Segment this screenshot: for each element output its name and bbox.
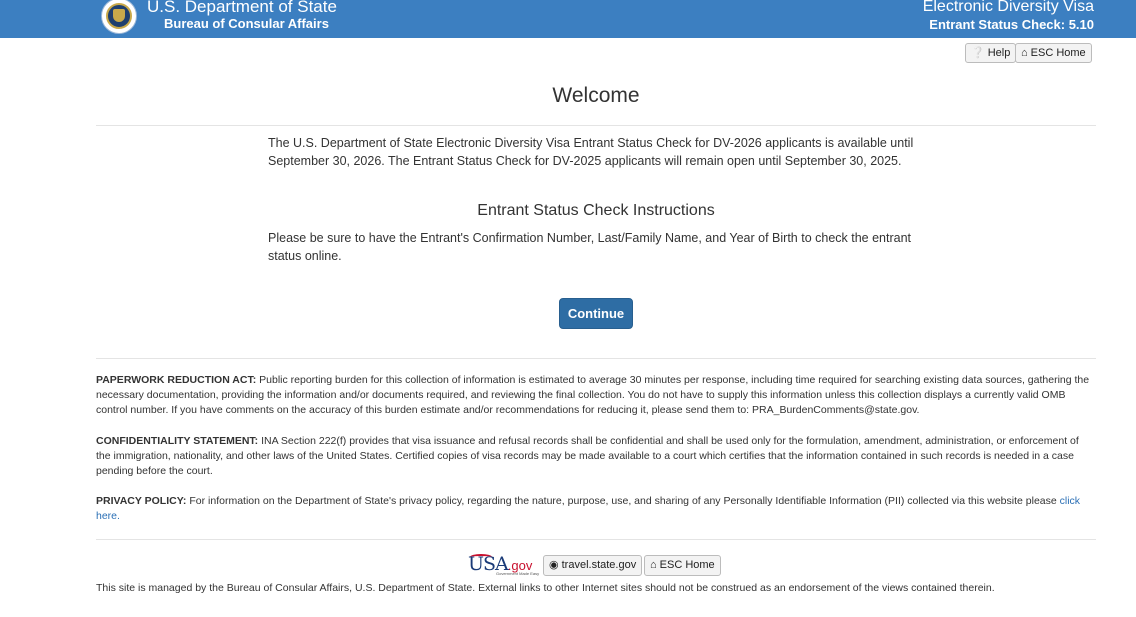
instructions-title: Entrant Status Check Instructions: [477, 202, 715, 219]
usa-gov-logo[interactable]: [468, 552, 540, 578]
privacy-policy: [96, 494, 1096, 524]
bureau-name: Bureau of Consular Affairs: [164, 16, 329, 31]
globe-icon: ◉: [549, 559, 559, 571]
app-version: Entrant Status Check: 5.10: [929, 17, 1094, 32]
pra-heading: PAPERWORK REDUCTION ACT:: [96, 374, 257, 386]
footer-disclaimer: This site is managed by the Bureau of Consular Affairs, U.S. Department of State. External links to other Internet sites should not be construed as an endorsement of the views contained therein.: [96, 582, 995, 594]
seal-inner: [106, 3, 132, 29]
home-icon: ⌂: [650, 559, 657, 571]
pra-text: Public reporting burden for this collection of information is estimated to average 30 minutes per response, including time required for searching existing data sources, gathering the necessary documentation, providing the information and/or documents required, and reviewing the final collection. You do not have to supply this information unless this collection displays a currently valid OMB control number. If you have comments on the accuracy of this burden estimate and/or recommendations for reducing it, please send them to: PRA_BurdenComments@state.gov.: [96, 374, 1090, 416]
instructions-text: Please be sure to have the Entrant's Confirmation Number, Last/Family Name, and Year of Birth to check the entrant status online.: [268, 231, 912, 263]
esc-home-button-bottom-label: ESC Home: [659, 559, 715, 571]
usa-logo-usa: USA: [468, 553, 508, 575]
esc-home-button-bottom[interactable]: [644, 555, 721, 576]
paperwork-reduction-act: [96, 373, 1096, 418]
help-button-label: Help: [987, 47, 1011, 59]
travel-button-label: travel.state.gov: [561, 559, 637, 571]
divider-bottom: [96, 539, 1096, 540]
conf-heading: CONFIDENTIALITY STATEMENT:: [96, 435, 259, 447]
privacy-heading: PRIVACY POLICY:: [96, 495, 187, 507]
help-button[interactable]: [965, 43, 1016, 63]
usa-logo-tagline: Government Made Easy: [496, 571, 540, 576]
continue-button[interactable]: Continue: [559, 298, 633, 329]
privacy-click-here-link[interactable]: click here.: [96, 495, 1081, 522]
home-icon: ⌂: [1021, 47, 1028, 59]
travel-state-gov-button[interactable]: [543, 555, 642, 576]
usa-logo-gov: .gov: [507, 558, 533, 573]
esc-home-button-top[interactable]: [1015, 43, 1092, 63]
conf-text: INA Section 222(f) provides that visa issuance and refusal records shall be confidential and shall be used only for the formulation, amendment, administration, or enforcement of the immigration, nationality, and other laws of the United States. Certified copies of visa records may be made available to a court which certifies that the information contained in such records is needed in a case pending before the court.: [96, 435, 1079, 477]
app-title: Electronic Diversity Visa: [922, 0, 1094, 15]
divider-top: [96, 125, 1096, 126]
privacy-text: For information on the Department of State's privacy policy, regarding the nature, purpose, use, and sharing of any Personally Identifiable Information (PII) collected via this website please: [186, 495, 1060, 507]
question-circle-icon: ❔: [971, 47, 985, 59]
state-department-seal-icon: [101, 0, 137, 34]
department-name: U.S. Department of State: [147, 0, 337, 16]
esc-home-button-top-label: ESC Home: [1030, 47, 1086, 59]
page-title: Welcome: [552, 84, 640, 107]
intro-text: The U.S. Department of State Electronic Diversity Visa Entrant Status Check for DV-2026 applicants is available until September 30, 2026. The Entrant Status Check for DV-2025 applicants will remain open until September 30, 2025.: [268, 136, 914, 168]
confidentiality-statement: [96, 434, 1096, 479]
divider-middle: [96, 358, 1096, 359]
site-header: [0, 0, 1136, 38]
seal-eagle-icon: [113, 9, 125, 22]
